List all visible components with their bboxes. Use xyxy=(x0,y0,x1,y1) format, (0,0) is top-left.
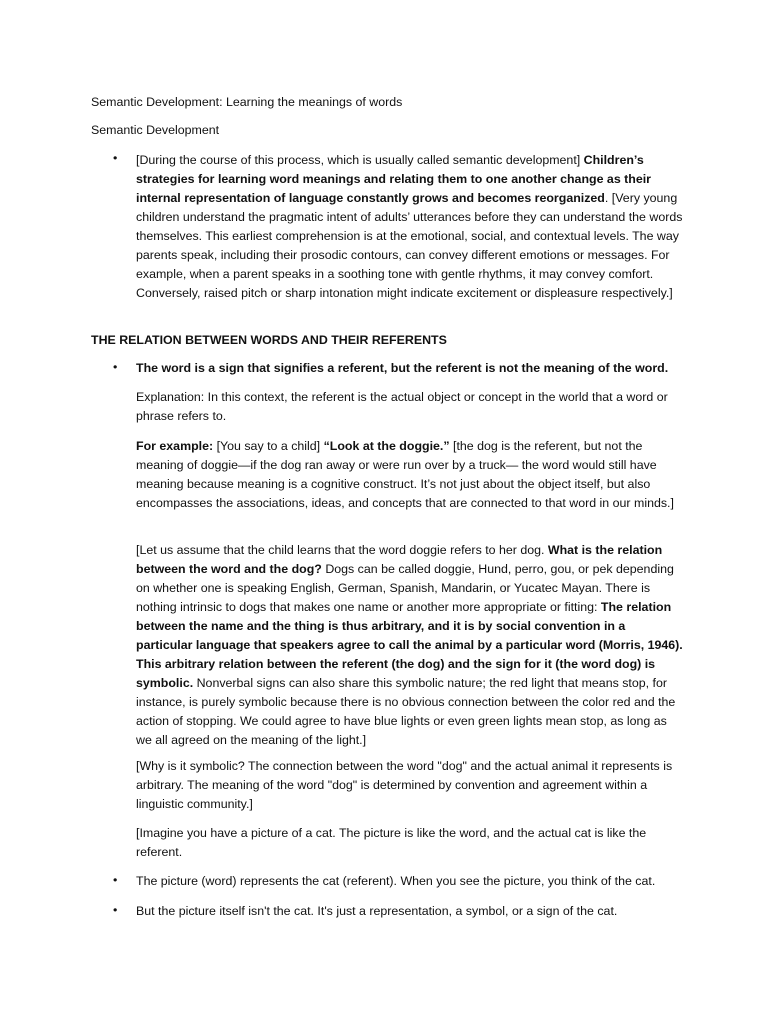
p1-text-c: . [Very young children understand the pragmatic intent of adults’ utterances before they can understand the words themselves. This earliest comprehension is at the emotional, social, and contextual levels. The way parents speak, including their prosodic contours, can convey different emotions or messages. For example, when a parent speaks in a soothing tone with gentle rhythms, it may convey comfort. Conversely, raised pitch or sharp intonation might indicate excitement or displeasure respectively.] xyxy=(136,191,683,300)
bullet-marker: • xyxy=(113,151,118,165)
paragraph-imagine: [Imagine you have a picture of a cat. The picture is like the word, and the actual cat is like the referent. xyxy=(136,826,647,859)
paragraph-example xyxy=(136,437,684,513)
bullet-picture-represents: The picture (word) represents the cat (referent). When you see the picture, you think of the cat. xyxy=(136,874,656,888)
paragraph-assume xyxy=(136,541,684,750)
example-label: For example: xyxy=(136,439,214,453)
paragraph-semantic-development xyxy=(136,151,684,303)
p1-text-b: Children’s strategies for learning word meanings and relating them to one another change as their internal representation of language constantly grows and becomes reorganized xyxy=(136,153,651,205)
assume-question: What is the relation between the word and the dog? xyxy=(136,543,663,576)
assume-arbitrary: The relation between the name and the thing is thus arbitrary, and it is by social convention in a particular language that speakers agree to call the animal by a particular word (Morris, 1946). This arbitrary relation between the referent (the dog) and the sign for it (the word dog) is symbolic. xyxy=(136,600,683,690)
document-title: Semantic Development: Learning the meanings of words xyxy=(91,95,403,109)
bullet-marker: • xyxy=(113,873,118,887)
paragraph-why-symbolic: [Why is it symbolic? The connection between the word "dog" and the actual animal it represents is arbitrary. The meaning of the word "dog" is determined by convention and agreement within a linguistic community.] xyxy=(136,759,673,811)
bullet-picture-not-cat: But the picture itself isn't the cat. It's just a representation, a symbol, or a sign of the cat. xyxy=(136,904,618,918)
assume-text-a: [Let us assume that the child learns that the word doggie refers to her dog. xyxy=(136,543,548,557)
example-quote: “Look at the doggie.” xyxy=(323,439,450,453)
example-text-d: [the dog is the referent, but not the meaning of doggie—if the dog ran away or were run over by a truck— the word would still have meaning because meaning is a cognitive construct. It’s not just about the object itself, but also encompasses the associations, ideas, and concepts that are connected to that word in our minds.] xyxy=(136,439,674,510)
section-heading: THE RELATION BETWEEN WORDS AND THEIR REFERENTS xyxy=(91,333,447,347)
bullet-marker: • xyxy=(113,903,118,917)
p1-text-a: [During the course of this process, which is usually called semantic development] xyxy=(136,153,584,167)
document-subtitle: Semantic Development xyxy=(91,123,220,137)
assume-text-c: Dogs can be called doggie, Hund, perro, gou, or pek depending on whether one is speaking English, German, Spanish, Mandarin, or Yucatec Mayan. There is nothing intrinsic to dogs that makes one name or another more appropriate or fitting: xyxy=(136,562,674,614)
paragraph-explanation: Explanation: In this context, the referent is the actual object or concept in the world that a word or phrase refers to. xyxy=(136,390,668,423)
bullet-marker: • xyxy=(113,360,118,374)
bullet-word-sign: The word is a sign that signifies a referent, but the referent is not the meaning of the word. xyxy=(136,361,669,375)
example-text-b: [You say to a child] xyxy=(213,439,324,453)
assume-text-e: Nonverbal signs can also share this symbolic nature; the red light that means stop, for instance, is purely symbolic because there is no obvious connection between the color red and the action of stopping. We could agree to have blue lights or even green lights mean stop, as long as we all agreed on the meaning of the light.] xyxy=(136,676,676,747)
